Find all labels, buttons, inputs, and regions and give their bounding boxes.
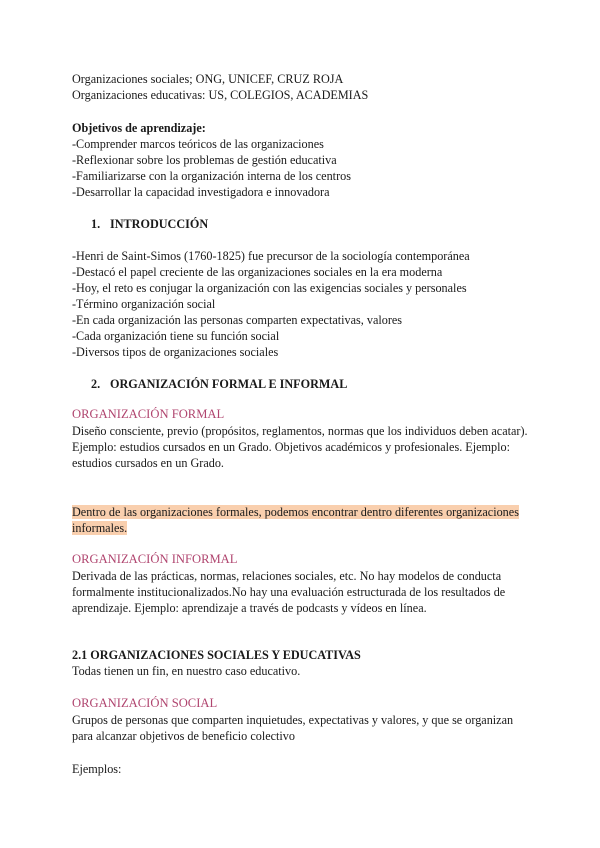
objetivo-item: -Reflexionar sobre los problemas de gestión educativa (72, 153, 337, 167)
section1-item: -Hoy, el reto es conjugar la organización con las exigencias sociales y personales (72, 281, 467, 295)
formal-text: estudios cursados en un Grado. (72, 456, 224, 470)
objetivo-item: -Desarrollar la capacidad investigadora e innovadora (72, 185, 330, 199)
informal-title: ORGANIZACIÓN INFORMAL (72, 552, 238, 566)
section1-item: -Término organización social (72, 297, 216, 311)
objetivo-item: -Familiarizarse con la organización interna de los centros (72, 169, 351, 183)
section1-item: -Destacó el papel creciente de las organizaciones sociales en la era moderna (72, 265, 443, 279)
highlighted-text: Dentro de las organizaciones formales, podemos encontrar dentro diferentes organizaciones (72, 505, 519, 519)
section2-heading (91, 376, 347, 392)
highlighted-text: informales. (72, 521, 128, 535)
section21-title: 2.1 ORGANIZACIONES SOCIALES Y EDUCATIVAS (72, 648, 361, 662)
section2-title: ORGANIZACIÓN FORMAL E INFORMAL (110, 377, 348, 391)
highlighted-note (72, 520, 127, 536)
formal-text: Diseño consciente, previo (propósitos, reglamentos, normas que los individuos deben acatar). (72, 424, 528, 438)
section21-lead: Todas tienen un fin, en nuestro caso educativo. (72, 664, 301, 678)
informal-text: Derivada de las prácticas, normas, relaciones sociales, etc. No hay modelos de conducta (72, 569, 502, 583)
section1-item: -Diversos tipos de organizaciones sociales (72, 345, 279, 359)
section1-title: INTRODUCCIÓN (110, 217, 209, 231)
objetivos-title: Objetivos de aprendizaje: (72, 121, 206, 135)
social-title: ORGANIZACIÓN SOCIAL (72, 696, 218, 710)
objetivo-item: -Comprender marcos teóricos de las organizaciones (72, 137, 324, 151)
ejemplos-label: Ejemplos: (72, 762, 122, 776)
section1-heading (91, 216, 208, 232)
section1-item: -Cada organización tiene su función social (72, 329, 280, 343)
section2-number: 2. (91, 377, 101, 391)
informal-text: aprendizaje. Ejemplo: aprendizaje a través de podcasts y vídeos en línea. (72, 601, 427, 615)
social-text: Grupos de personas que comparten inquietudes, expectativas y valores, y que se organizan (72, 713, 514, 727)
intro-line: Organizaciones sociales; ONG, UNICEF, CRUZ ROJA (72, 72, 344, 86)
informal-text: formalmente institucionalizados.No hay una evaluación estructurada de los resultados de (72, 585, 506, 599)
section1-item: -En cada organización las personas comparten expectativas, valores (72, 313, 403, 327)
formal-text: Ejemplo: estudios cursados en un Grado. Objetivos académicos y profesionales. Ejemplo: (72, 440, 510, 454)
section1-item: -Henri de Saint-Simos (1760-1825) fue precursor de la sociología contemporánea (72, 249, 470, 263)
formal-title: ORGANIZACIÓN FORMAL (72, 407, 225, 421)
social-text: para alcanzar objetivos de beneficio colectivo (72, 729, 295, 743)
highlighted-note (72, 504, 519, 520)
intro-line: Organizaciones educativas: US, COLEGIOS, ACADEMIAS (72, 88, 369, 102)
section1-number: 1. (91, 217, 101, 231)
